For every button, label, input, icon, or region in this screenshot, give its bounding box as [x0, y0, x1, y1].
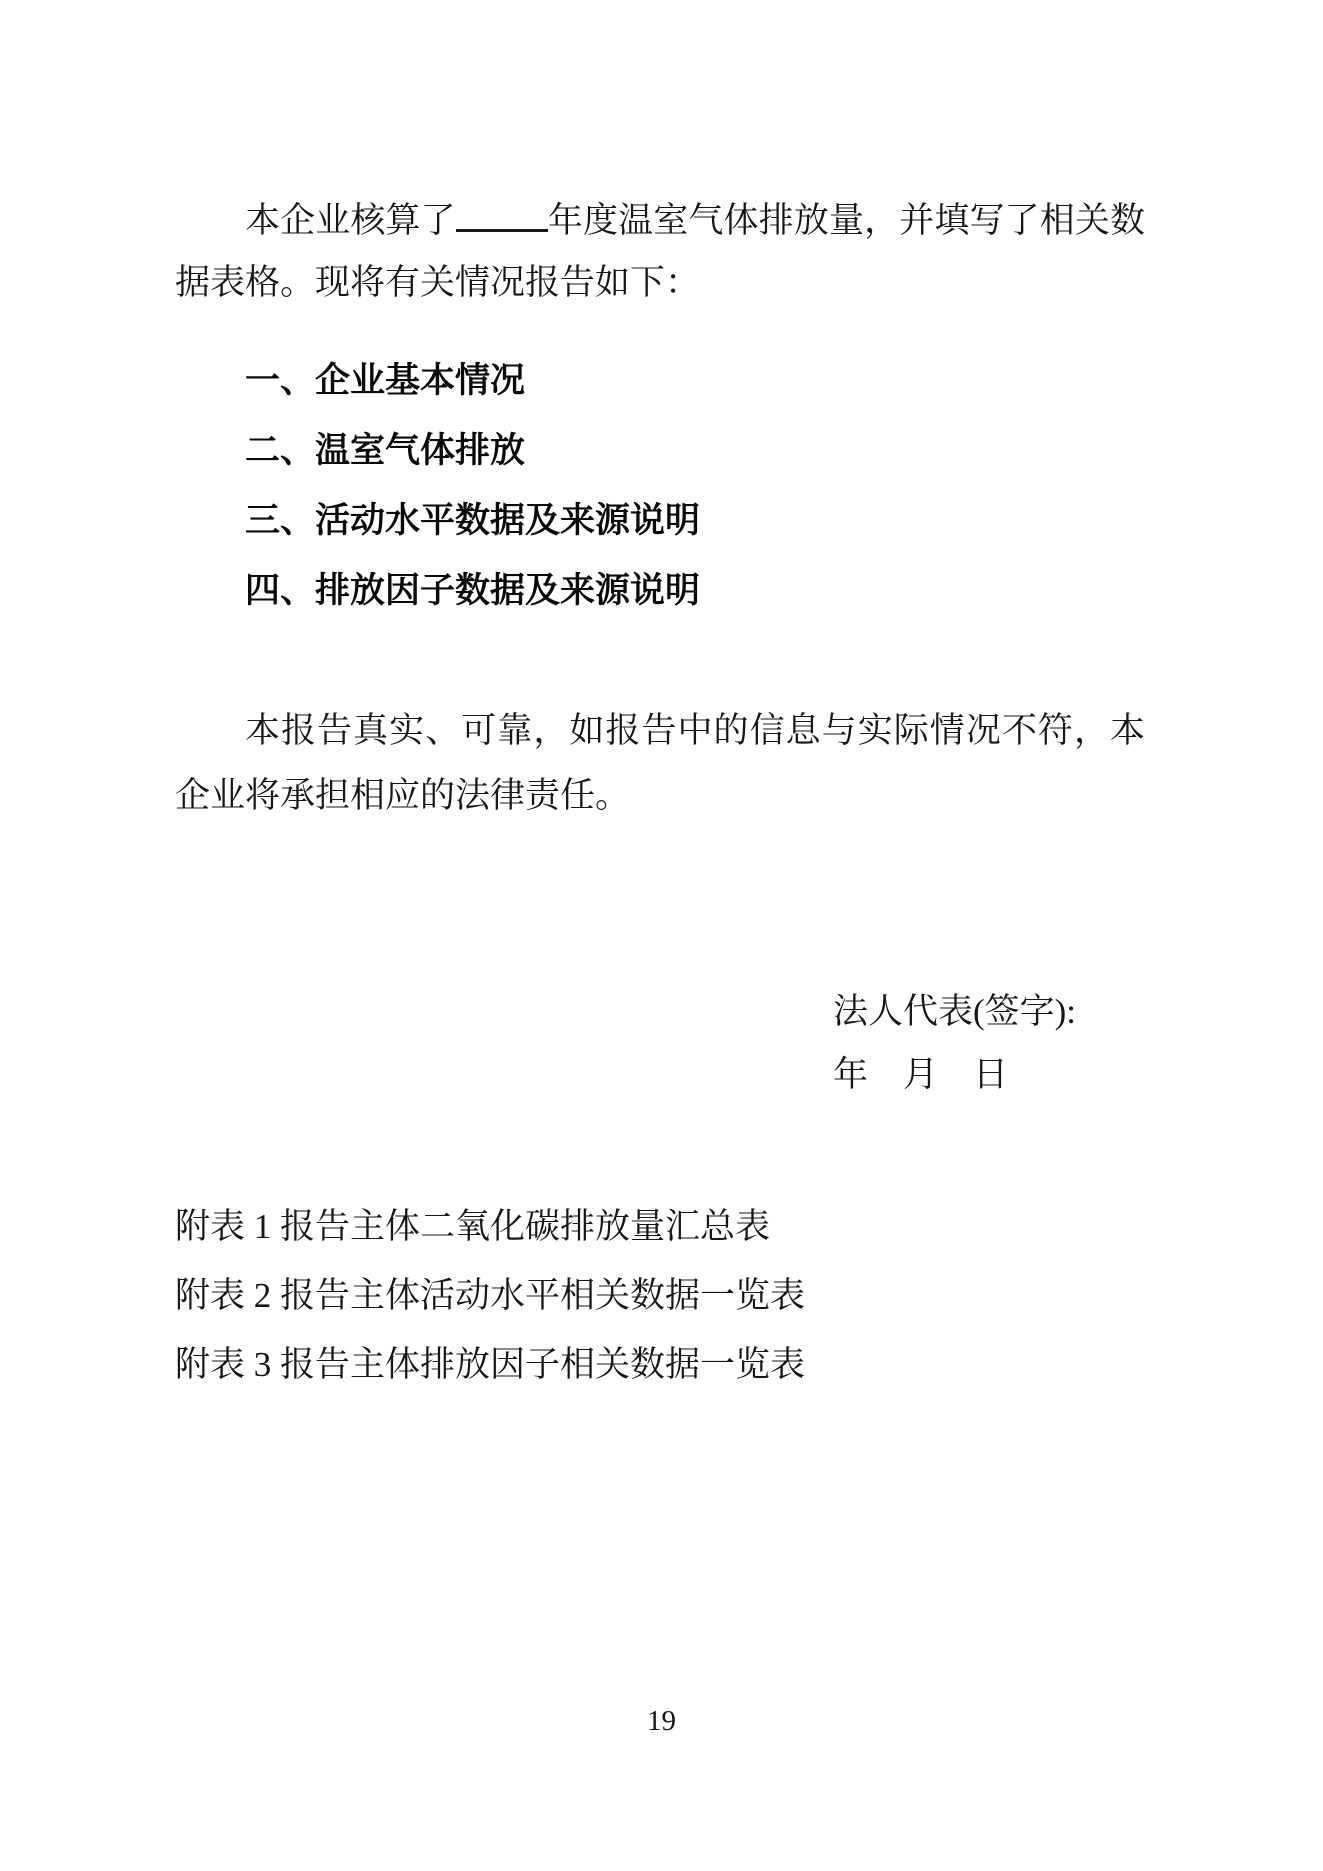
year-fill-in-blank — [456, 197, 548, 232]
section-heading-4: 四、排放因子数据及来源说明 — [245, 571, 701, 610]
declaration-paragraph: 本报告真实、可靠，如报告中的信息与实际情况不符，本企业将承担相应的法律责任。 — [175, 711, 1145, 815]
legal-representative-signature-label: 法人代表(签字): — [833, 992, 1077, 1031]
section-heading-1: 一、企业基本情况 — [245, 361, 526, 400]
appendix-list — [175, 1192, 1145, 1399]
appendix-item-1: 附表 1 报告主体二氧化碳排放量汇总表 — [175, 1207, 771, 1246]
date-line: 年 月 日 — [833, 1055, 1009, 1094]
section-heading-list — [245, 346, 1145, 626]
appendix-item-3: 附表 3 报告主体排放因子相关数据一览表 — [175, 1345, 806, 1384]
intro-text-before-blank: 本企业核算了 — [245, 201, 456, 240]
signature-block — [833, 980, 1145, 1106]
section-heading-3: 三、活动水平数据及来源说明 — [245, 501, 701, 540]
page-number: 19 — [647, 1705, 676, 1737]
intro-paragraph — [175, 190, 1145, 314]
appendix-item-2: 附表 2 报告主体活动水平相关数据一览表 — [175, 1276, 806, 1315]
intro-text-after-blank: 年度温室气体排放量，并填写了相关数据表格。现将有关情况报告如下： — [175, 201, 1145, 302]
section-heading-2: 二、温室气体排放 — [245, 431, 526, 470]
